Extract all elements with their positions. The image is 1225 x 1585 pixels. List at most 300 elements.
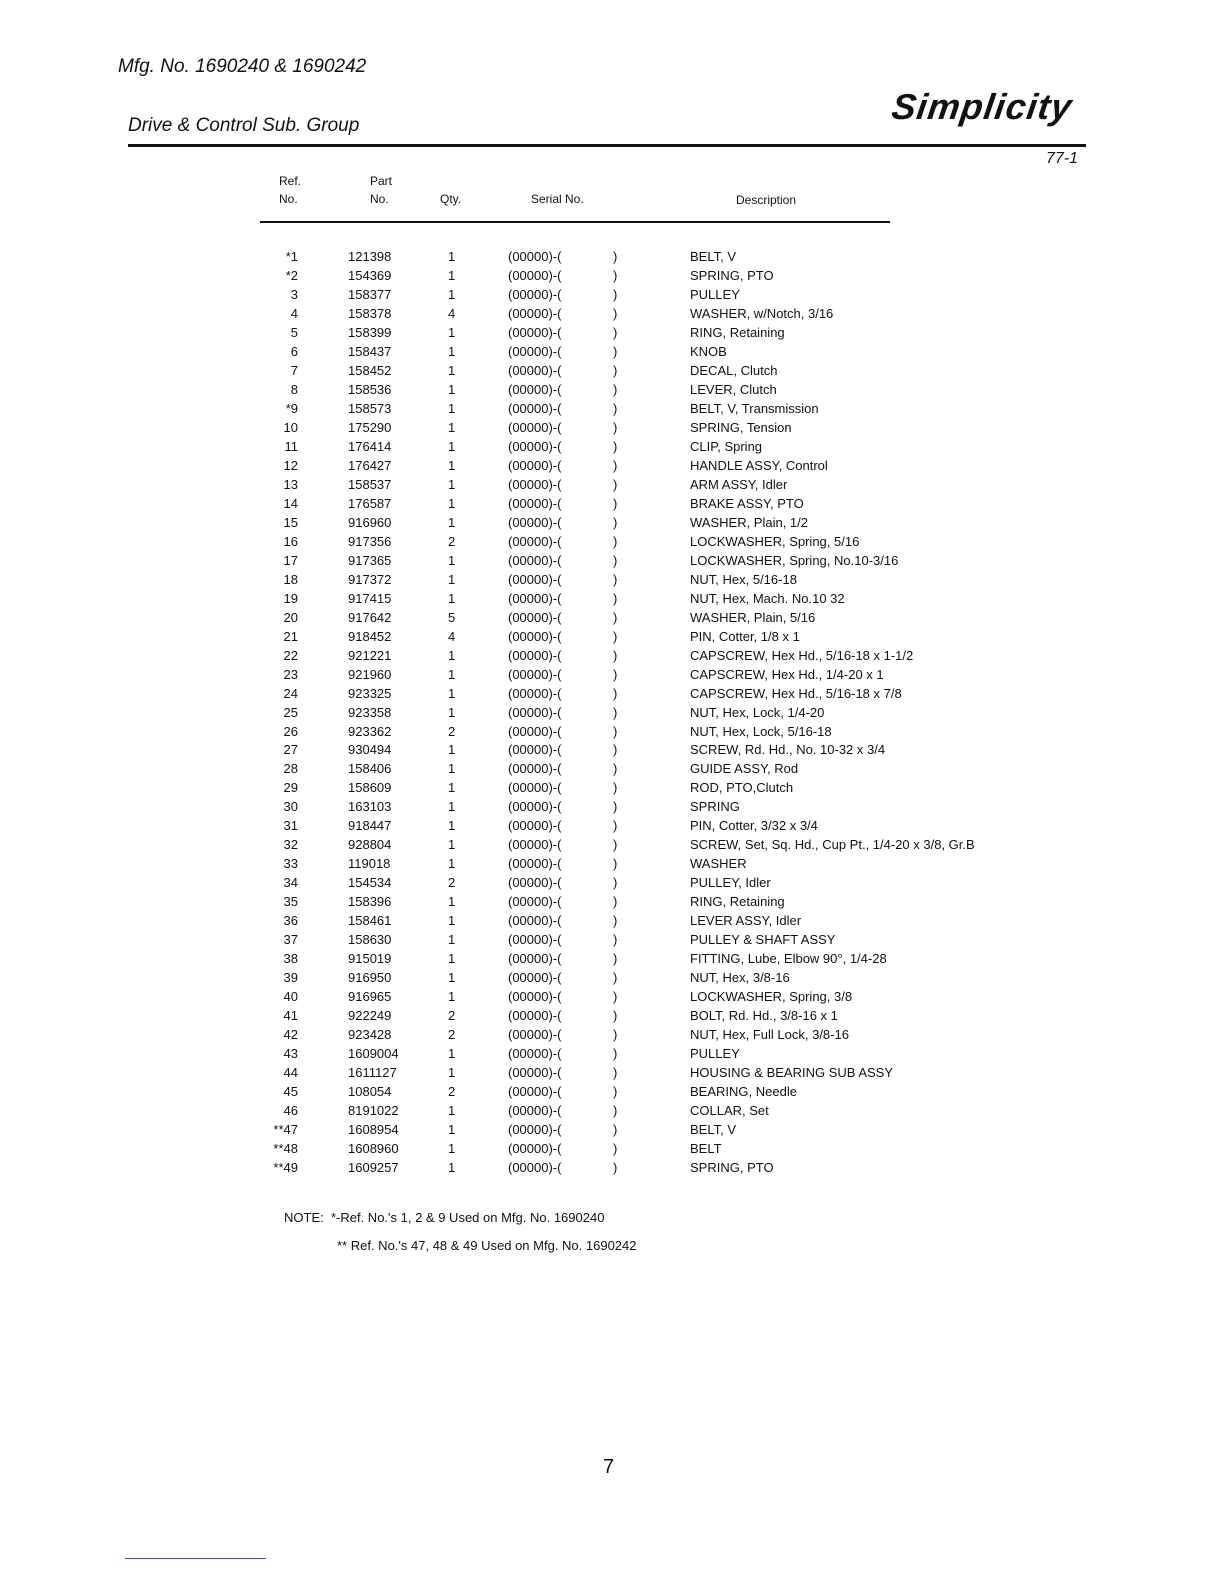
description: PULLEY <box>690 286 740 302</box>
description: CLIP, Spring <box>690 438 763 454</box>
serial-no: (00000)-( <box>508 476 562 492</box>
serial-close: ) <box>613 552 618 568</box>
serial-no: (00000)-( <box>508 533 562 549</box>
serial-no: (00000)-( <box>508 1160 562 1176</box>
part-no: 916960 <box>348 514 392 530</box>
table-row <box>0 439 1225 458</box>
ref-no: 43 <box>283 1046 298 1062</box>
part-no: 8191022 <box>348 1103 399 1119</box>
part-no: 918447 <box>348 818 392 834</box>
part-no: 158609 <box>348 780 392 796</box>
part-no: 1611127 <box>348 1065 397 1081</box>
part-no: 918452 <box>348 628 392 644</box>
part-no: 930494 <box>348 742 392 758</box>
ref-no: 36 <box>283 913 298 929</box>
description: SPRING, PTO <box>690 267 774 283</box>
table-row <box>0 875 1225 894</box>
ref-no: 35 <box>283 894 298 910</box>
description: WASHER, Plain, 1/2 <box>690 514 809 530</box>
serial-close: ) <box>613 704 618 720</box>
ref-no: **49 <box>273 1160 298 1176</box>
table-row <box>0 610 1225 629</box>
part-no: 108054 <box>348 1084 392 1100</box>
ref-no: 41 <box>283 1008 298 1024</box>
qty: 1 <box>448 249 456 264</box>
table-row <box>0 799 1225 818</box>
table-row <box>0 249 1225 268</box>
qty: 2 <box>448 533 456 549</box>
serial-no: (00000)-( <box>508 305 562 321</box>
qty: 1 <box>448 362 456 378</box>
note-1-text: *-Ref. No.'s 1, 2 & 9 Used on Mfg. No. 1690240 <box>330 1210 605 1225</box>
ref-no: **48 <box>273 1141 298 1157</box>
ref-no: 24 <box>283 685 298 701</box>
qty: 1 <box>448 837 456 853</box>
description: SPRING, PTO <box>690 1160 774 1176</box>
qty: 1 <box>448 913 456 929</box>
ref-no: 18 <box>283 571 298 587</box>
table-row <box>0 1141 1225 1160</box>
qty: 1 <box>448 476 456 492</box>
serial-close: ) <box>613 1141 618 1157</box>
link-underline <box>125 1558 266 1559</box>
serial-no: (00000)-( <box>508 457 562 473</box>
description: LOCKWASHER, Spring, No.10-3/16 <box>690 552 899 568</box>
ref-no: 19 <box>283 590 298 606</box>
part-no: 176427 <box>348 457 392 473</box>
ref-no: *1 <box>285 249 298 264</box>
serial-no: (00000)-( <box>508 704 562 720</box>
table-row <box>0 1160 1225 1179</box>
serial-close: ) <box>613 1027 618 1043</box>
ref-no: **47 <box>273 1122 298 1138</box>
serial-no: (00000)-( <box>508 723 562 739</box>
serial-no: (00000)-( <box>508 571 562 587</box>
table-row <box>0 686 1225 705</box>
qty: 1 <box>448 932 456 948</box>
description: SPRING <box>690 799 740 815</box>
serial-close: ) <box>613 571 618 587</box>
ref-no: 31 <box>283 818 298 834</box>
description: SCREW, Rd. Hd., No. 10-32 x 3/4 <box>690 742 886 758</box>
col-ref <box>279 172 301 208</box>
qty: 4 <box>448 305 456 321</box>
table-row <box>0 325 1225 344</box>
part-no: 923362 <box>348 723 392 739</box>
table-row <box>0 705 1225 724</box>
ref-no: 40 <box>283 989 298 1005</box>
part-no: 1608960 <box>348 1141 399 1157</box>
ref-no: 27 <box>283 742 298 758</box>
qty: 1 <box>448 1046 456 1062</box>
part-no: 158406 <box>348 761 392 777</box>
part-no: 917415 <box>348 590 392 606</box>
group-title: Drive & Control Sub. Group <box>128 115 360 136</box>
qty: 1 <box>448 381 456 397</box>
table-row <box>0 572 1225 591</box>
description: WASHER, w/Notch, 3/16 <box>690 305 834 321</box>
serial-close: ) <box>613 438 618 454</box>
qty: 1 <box>448 894 456 910</box>
ref-no: 30 <box>283 799 298 815</box>
ref-no: 22 <box>283 647 298 663</box>
serial-close: ) <box>613 381 618 397</box>
serial-close: ) <box>613 742 618 758</box>
description: NUT, Hex, Lock, 5/16-18 <box>690 723 832 739</box>
mfg-number: Mfg. No. 1690240 & 1690242 <box>118 56 367 77</box>
col-part-line2: No. <box>370 192 389 206</box>
col-ref-line1: Ref. <box>279 174 302 188</box>
table-row <box>0 344 1225 363</box>
serial-no: (00000)-( <box>508 249 562 264</box>
serial-close: ) <box>613 780 618 796</box>
serial-close: ) <box>613 1065 618 1081</box>
part-no: 158452 <box>348 362 392 378</box>
serial-close: ) <box>613 609 618 625</box>
table-row <box>0 629 1225 648</box>
table-row <box>0 496 1225 515</box>
part-no: 928804 <box>348 837 392 853</box>
serial-no: (00000)-( <box>508 932 562 948</box>
qty: 1 <box>448 666 456 682</box>
serial-no: (00000)-( <box>508 324 562 340</box>
description: WASHER, Plain, 5/16 <box>690 609 816 625</box>
serial-no: (00000)-( <box>508 628 562 644</box>
qty: 1 <box>448 1122 456 1138</box>
serial-close: ) <box>613 457 618 473</box>
serial-close: ) <box>613 249 618 264</box>
serial-no: (00000)-( <box>508 970 562 986</box>
description: GUIDE ASSY, Rod <box>690 761 799 777</box>
description: LEVER, Clutch <box>690 381 777 397</box>
serial-no: (00000)-( <box>508 647 562 663</box>
description: BELT, V <box>690 249 737 264</box>
ref-no: 7 <box>290 362 298 378</box>
ref-no: 32 <box>283 837 298 853</box>
description: WASHER <box>690 856 747 872</box>
ref-no: 23 <box>283 666 298 682</box>
serial-no: (00000)-( <box>508 685 562 701</box>
description: DECAL, Clutch <box>690 362 778 378</box>
description: CAPSCREW, Hex Hd., 5/16-18 x 7/8 <box>690 685 902 701</box>
part-no: 176414 <box>348 438 392 454</box>
column-header-rule <box>260 221 890 223</box>
serial-close: ) <box>613 818 618 834</box>
serial-no: (00000)-( <box>508 514 562 530</box>
qty: 1 <box>448 951 456 967</box>
part-no: 175290 <box>348 419 392 435</box>
qty: 1 <box>448 685 456 701</box>
ref-no: 6 <box>290 343 298 359</box>
ref-no: 28 <box>283 761 298 777</box>
part-no: 176587 <box>348 495 392 511</box>
qty: 1 <box>448 267 456 283</box>
part-no: 158573 <box>348 400 392 416</box>
ref-no: 26 <box>283 723 298 739</box>
description: CAPSCREW, Hex Hd., 5/16-18 x 1-1/2 <box>690 647 914 663</box>
description: NUT, Hex, 5/16-18 <box>690 571 797 587</box>
qty: 1 <box>448 324 456 340</box>
serial-close: ) <box>613 799 618 815</box>
ref-no: 14 <box>283 495 298 511</box>
qty: 1 <box>448 495 456 511</box>
part-no: 915019 <box>348 951 392 967</box>
serial-no: (00000)-( <box>508 837 562 853</box>
table-row <box>0 951 1225 970</box>
description: LOCKWASHER, Spring, 3/8 <box>690 989 853 1005</box>
description: PIN, Cotter, 1/8 x 1 <box>690 628 800 644</box>
part-no: 1609257 <box>348 1160 399 1176</box>
qty: 1 <box>448 571 456 587</box>
qty: 1 <box>448 761 456 777</box>
serial-close: ) <box>613 1103 618 1119</box>
description: ARM ASSY, Idler <box>690 476 788 492</box>
part-no: 921221 <box>348 647 392 663</box>
ref-no: 3 <box>290 286 298 302</box>
table-row <box>0 287 1225 306</box>
table-row <box>0 1103 1225 1122</box>
description: NUT, Hex, Mach. No.10 32 <box>690 590 845 606</box>
qty: 1 <box>448 1065 456 1081</box>
table-row <box>0 1046 1225 1065</box>
serial-close: ) <box>613 875 618 891</box>
ref-no: 17 <box>283 552 298 568</box>
qty: 1 <box>448 780 456 796</box>
part-no: 1609004 <box>348 1046 399 1062</box>
qty: 1 <box>448 704 456 720</box>
ref-no: 11 <box>284 438 298 454</box>
part-no: 1608954 <box>348 1122 399 1138</box>
serial-close: ) <box>613 628 618 644</box>
serial-close: ) <box>613 913 618 929</box>
description: COLLAR, Set <box>690 1103 769 1119</box>
col-part <box>370 172 392 208</box>
ref-no: 39 <box>283 970 298 986</box>
table-row <box>0 534 1225 553</box>
table-row <box>0 856 1225 875</box>
serial-close: ) <box>613 685 618 701</box>
serial-close: ) <box>613 666 618 682</box>
part-no: 917642 <box>348 609 392 625</box>
table-row <box>0 553 1225 572</box>
note-1 <box>284 1210 604 1225</box>
table-row <box>0 515 1225 534</box>
part-no: 158630 <box>348 932 392 948</box>
ref-no: 16 <box>283 533 298 549</box>
header-rule <box>128 144 1086 147</box>
description: BEARING, Needle <box>690 1084 797 1100</box>
serial-no: (00000)-( <box>508 761 562 777</box>
table-row <box>0 837 1225 856</box>
serial-close: ) <box>613 419 618 435</box>
description: NUT, Hex, 3/8-16 <box>690 970 790 986</box>
table-row <box>0 458 1225 477</box>
ref-no: 21 <box>283 628 298 644</box>
description: LOCKWASHER, Spring, 5/16 <box>690 533 860 549</box>
qty: 1 <box>448 989 456 1005</box>
simplicity-logo: Simplicity <box>889 86 1076 127</box>
qty: 1 <box>448 1160 456 1176</box>
col-qty: Qty. <box>440 192 462 206</box>
description: BELT <box>690 1141 722 1157</box>
serial-close: ) <box>613 400 618 416</box>
serial-no: (00000)-( <box>508 1046 562 1062</box>
ref-no: 10 <box>283 419 298 435</box>
qty: 1 <box>448 419 456 435</box>
serial-close: ) <box>613 761 618 777</box>
serial-close: ) <box>613 495 618 511</box>
description: BELT, V, Transmission <box>690 400 819 416</box>
qty: 1 <box>448 647 456 663</box>
serial-no: (00000)-( <box>508 1027 562 1043</box>
serial-no: (00000)-( <box>508 951 562 967</box>
serial-close: ) <box>613 1046 618 1062</box>
serial-no: (00000)-( <box>508 552 562 568</box>
serial-no: (00000)-( <box>508 666 562 682</box>
description: CAPSCREW, Hex Hd., 1/4-20 x 1 <box>690 666 884 682</box>
serial-no: (00000)-( <box>508 343 562 359</box>
ref-no: 13 <box>283 476 298 492</box>
table-row <box>0 401 1225 420</box>
ref-no: *2 <box>285 267 298 283</box>
serial-close: ) <box>613 932 618 948</box>
serial-no: (00000)-( <box>508 590 562 606</box>
table-row <box>0 780 1225 799</box>
qty: 1 <box>448 970 456 986</box>
table-row <box>0 742 1225 761</box>
qty: 1 <box>448 799 456 815</box>
serial-no: (00000)-( <box>508 913 562 929</box>
serial-no: (00000)-( <box>508 609 562 625</box>
part-no: 158536 <box>348 381 392 397</box>
qty: 2 <box>448 1027 456 1043</box>
description: SPRING, Tension <box>690 419 792 435</box>
qty: 2 <box>448 1008 456 1024</box>
qty: 1 <box>448 1141 456 1157</box>
ref-no: 34 <box>283 875 298 891</box>
serial-close: ) <box>613 305 618 321</box>
qty: 1 <box>448 400 456 416</box>
table-row <box>0 761 1225 780</box>
serial-no: (00000)-( <box>508 438 562 454</box>
serial-close: ) <box>613 970 618 986</box>
part-no: 163103 <box>348 799 392 815</box>
serial-close: ) <box>613 590 618 606</box>
description: SCREW, Set, Sq. Hd., Cup Pt., 1/4-20 x 3/8, Gr.B <box>690 837 975 853</box>
ref-no: 38 <box>283 951 298 967</box>
part-no: 158437 <box>348 343 392 359</box>
page-number: 7 <box>603 1456 615 1478</box>
ref-no: 4 <box>290 305 298 321</box>
part-no: 916965 <box>348 989 392 1005</box>
part-no: 158399 <box>348 324 392 340</box>
ref-no: 15 <box>283 514 298 530</box>
table-row <box>0 724 1225 743</box>
serial-no: (00000)-( <box>508 1008 562 1024</box>
table-row <box>0 268 1225 287</box>
table-row <box>0 1065 1225 1084</box>
table-row <box>0 420 1225 439</box>
note-label: NOTE: <box>284 1210 324 1225</box>
serial-no: (00000)-( <box>508 989 562 1005</box>
ref-no: 29 <box>283 780 298 796</box>
part-no: 916950 <box>348 970 392 986</box>
serial-close: ) <box>613 324 618 340</box>
part-no: 119018 <box>348 856 391 872</box>
serial-close: ) <box>613 1122 618 1138</box>
description: BOLT, Rd. Hd., 3/8-16 x 1 <box>690 1008 838 1024</box>
description: ROD, PTO,Clutch <box>690 780 794 796</box>
part-no: 158378 <box>348 305 392 321</box>
part-no: 917365 <box>348 552 392 568</box>
description: KNOB <box>690 343 727 359</box>
serial-no: (00000)-( <box>508 1103 562 1119</box>
table-row <box>0 1027 1225 1046</box>
serial-close: ) <box>613 856 618 872</box>
ref-no: 20 <box>283 609 298 625</box>
serial-no: (00000)-( <box>508 1084 562 1100</box>
description: NUT, Hex, Lock, 1/4-20 <box>690 704 825 720</box>
qty: 1 <box>448 590 456 606</box>
col-serial: Serial No. <box>531 192 584 206</box>
serial-no: (00000)-( <box>508 419 562 435</box>
serial-close: ) <box>613 837 618 853</box>
serial-close: ) <box>613 343 618 359</box>
part-no: 158461 <box>348 913 392 929</box>
serial-no: (00000)-( <box>508 742 562 758</box>
part-no: 917356 <box>348 533 392 549</box>
ref-no: 8 <box>290 381 298 397</box>
part-no: 923325 <box>348 685 392 701</box>
table-row <box>0 970 1225 989</box>
serial-no: (00000)-( <box>508 381 562 397</box>
ref-no: 12 <box>283 457 298 473</box>
serial-close: ) <box>613 514 618 530</box>
serial-no: (00000)-( <box>508 894 562 910</box>
table-row <box>0 477 1225 496</box>
serial-no: (00000)-( <box>508 818 562 834</box>
serial-close: ) <box>613 1160 618 1176</box>
table-row <box>0 1008 1225 1027</box>
ref-no: 33 <box>283 856 298 872</box>
description: BELT, V <box>690 1122 737 1138</box>
col-ref-line2: No. <box>279 192 298 206</box>
qty: 5 <box>448 609 456 625</box>
description: NUT, Hex, Full Lock, 3/8-16 <box>690 1027 849 1043</box>
description: PULLEY, Idler <box>690 875 771 891</box>
qty: 1 <box>448 818 456 834</box>
table-row <box>0 648 1225 667</box>
table-row <box>0 1122 1225 1141</box>
part-no: 922249 <box>348 1008 392 1024</box>
description: PULLEY <box>690 1046 740 1062</box>
description: RING, Retaining <box>690 324 785 340</box>
note-2: ** Ref. No.'s 47, 48 & 49 Used on Mfg. No. 1690242 <box>337 1238 637 1253</box>
part-no: 158537 <box>348 476 392 492</box>
serial-close: ) <box>613 894 618 910</box>
serial-close: ) <box>613 723 618 739</box>
serial-no: (00000)-( <box>508 400 562 416</box>
serial-close: ) <box>613 1008 618 1024</box>
ref-no: 44 <box>283 1065 298 1081</box>
description: HOUSING & BEARING SUB ASSY <box>690 1065 893 1081</box>
serial-no: (00000)-( <box>508 495 562 511</box>
table-row <box>0 306 1225 325</box>
qty: 1 <box>448 514 456 530</box>
table-row <box>0 1084 1225 1103</box>
qty: 2 <box>448 875 456 891</box>
qty: 1 <box>448 457 456 473</box>
